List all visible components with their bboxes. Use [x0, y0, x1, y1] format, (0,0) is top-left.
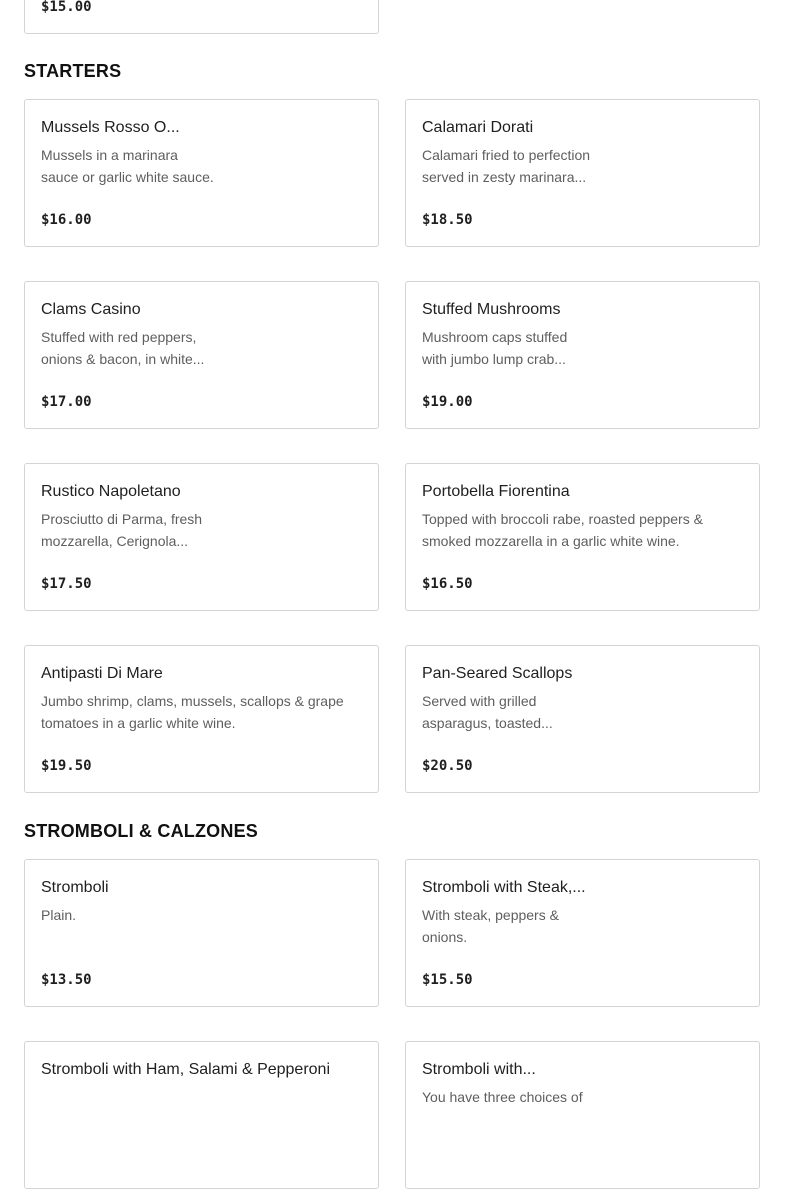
menu-item-card[interactable]: [405, 645, 760, 793]
item-price: $17.50: [41, 576, 92, 592]
item-description: [41, 690, 344, 734]
section-title-stromboli-calzones: STROMBOLI & CALZONES: [24, 821, 258, 841]
item-price: $13.50: [41, 972, 92, 988]
item-price: $19.00: [422, 394, 473, 410]
item-description-line: Topped with broccoli rabe, roasted peppers &: [422, 511, 703, 527]
menu-item-card[interactable]: [405, 463, 760, 611]
item-name: Clams Casino: [41, 301, 141, 318]
item-description-line: Served with grilled: [422, 693, 537, 709]
item-price: $19.50: [41, 758, 92, 774]
item-description: [422, 144, 590, 188]
menu-item-card[interactable]: [24, 645, 379, 793]
item-name: Mussels Rosso O...: [41, 119, 180, 136]
item-description-line: onions.: [422, 929, 468, 945]
menu-item-card[interactable]: [24, 463, 379, 611]
menu-item-card-previous[interactable]: [24, 0, 379, 34]
item-description: [41, 508, 202, 552]
item-description-line: mozzarella, Cerignola...: [41, 533, 189, 549]
menu-item-card[interactable]: [24, 859, 379, 1007]
item-name: Stromboli with...: [422, 1061, 536, 1078]
menu-item-card[interactable]: [405, 859, 760, 1007]
item-price: $18.50: [422, 212, 473, 228]
item-name: Pan-Seared Scallops: [422, 665, 573, 682]
item-description-line: You have three choices of: [422, 1089, 583, 1105]
item-description-line: tomatoes in a garlic white wine.: [41, 715, 236, 731]
item-description-line: onions & bacon, in white...: [41, 351, 205, 367]
item-name: Portobella Fiorentina: [422, 483, 570, 500]
item-description-line: smoked mozzarella in a garlic white wine.: [422, 533, 680, 549]
item-name: Calamari Dorati: [422, 119, 534, 136]
item-price: $20.50: [422, 758, 473, 774]
menu-item-card[interactable]: [405, 281, 760, 429]
item-description: [422, 1086, 583, 1108]
item-name: Stromboli with Ham, Salami & Pepperoni: [41, 1061, 331, 1078]
item-description: [422, 326, 567, 370]
item-price: $16.00: [41, 212, 92, 228]
item-description: [41, 326, 204, 370]
item-name: Rustico Napoletano: [41, 483, 181, 500]
item-description-line: Mussels in a marinara: [41, 147, 178, 163]
item-description: [41, 144, 214, 188]
item-price: $17.00: [41, 394, 92, 410]
item-name: Antipasti Di Mare: [41, 665, 163, 682]
item-description-line: sauce or garlic white sauce.: [41, 169, 214, 185]
item-description-line: Calamari fried to perfection: [422, 147, 591, 163]
menu-item-card[interactable]: [24, 99, 379, 247]
section-title-starters: STARTERS: [24, 61, 122, 81]
item-description-line: served in zesty marinara...: [422, 169, 587, 185]
item-description-line: with jumbo lump crab...: [422, 351, 566, 367]
item-description-line: Prosciutto di Parma, fresh: [41, 511, 203, 527]
item-price: $16.50: [422, 576, 473, 592]
item-description: [422, 690, 553, 734]
item-description-line: Stuffed with red peppers,: [41, 329, 197, 345]
item-description-line: asparagus, toasted...: [422, 715, 553, 731]
menu-item-card[interactable]: [405, 1041, 760, 1189]
item-name: Stuffed Mushrooms: [422, 301, 561, 318]
item-name: Stromboli with Steak,...: [422, 879, 586, 896]
menu-item-card[interactable]: [24, 281, 379, 429]
item-description-line: Plain.: [41, 907, 77, 923]
item-description-line: With steak, peppers &: [422, 907, 559, 923]
menu-item-card[interactable]: [24, 1041, 379, 1189]
menu-item-card[interactable]: [405, 99, 760, 247]
item-name: Stromboli: [41, 879, 109, 896]
item-price: $15.50: [422, 972, 473, 988]
item-description: [41, 904, 76, 926]
item-description-line: Mushroom caps stuffed: [422, 329, 568, 345]
item-description-line: Jumbo shrimp, clams, mussels, scallops & grape: [41, 693, 344, 709]
item-price: $15.00: [41, 0, 92, 15]
item-description: [422, 904, 559, 948]
item-description: [422, 508, 703, 552]
